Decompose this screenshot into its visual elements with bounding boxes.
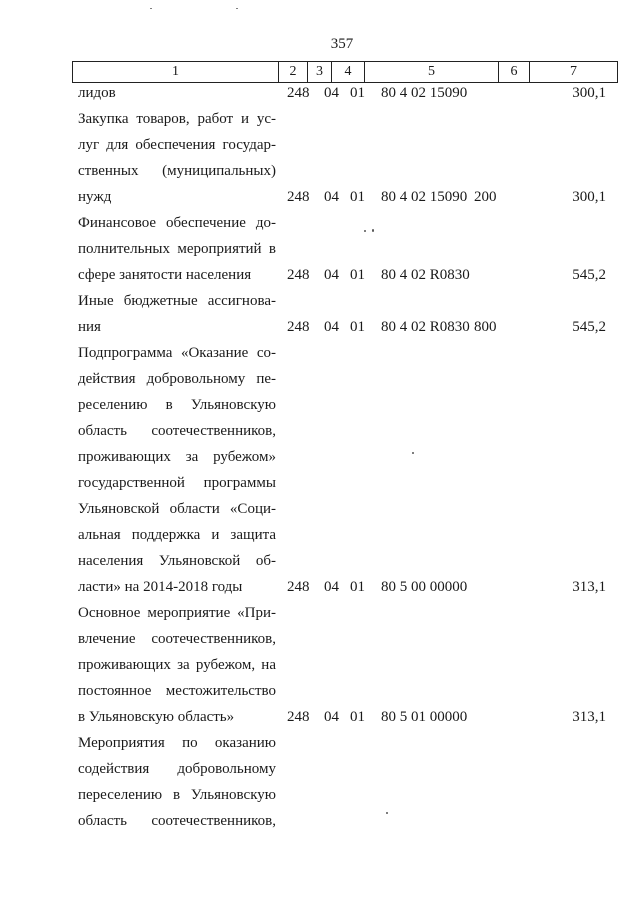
row-description — [78, 80, 276, 106]
cell-col-2: 248 — [287, 189, 310, 205]
header-col-2: 2 — [279, 62, 308, 83]
scan-speck — [412, 452, 414, 454]
cell-col-4: 01 — [350, 709, 365, 725]
description-line: альная поддержка и защита — [78, 527, 276, 543]
row-description — [78, 730, 276, 834]
page-number: 357 — [330, 36, 354, 52]
row-description — [78, 600, 276, 730]
description-line: область соотечественников, — [78, 423, 276, 439]
cell-col-7: 300,1 — [572, 189, 606, 205]
cell-col-2: 248 — [287, 709, 310, 725]
cell-col-5: 80 4 02 15090 — [381, 85, 468, 101]
header-col-3: 3 — [308, 62, 332, 83]
cell-col-3: 04 — [324, 709, 339, 725]
header-col-7: 7 — [530, 62, 618, 83]
description-line: ния — [78, 319, 101, 335]
description-line: в Ульяновскую область» — [78, 709, 235, 725]
description-line: Финансовое обеспечение до- — [78, 215, 276, 231]
cell-col-4: 01 — [350, 189, 365, 205]
description-line: Основное мероприятие «При- — [78, 605, 276, 621]
scan-speck — [372, 229, 374, 232]
description-line: ласти» на 2014-2018 годы — [78, 579, 243, 595]
description-line: проживающих за рубежом» — [78, 449, 276, 465]
cell-col-4: 01 — [350, 579, 365, 595]
cell-col-3: 04 — [324, 85, 339, 101]
description-line: проживающих за рубежом, на — [78, 657, 276, 673]
cell-col-4: 01 — [350, 267, 365, 283]
description-line: переселению в Ульяновскую — [78, 787, 276, 803]
description-line: луг для обеспечения государ- — [78, 137, 276, 153]
description-line: действия добровольному пе- — [78, 371, 276, 387]
scan-speck — [364, 230, 366, 232]
header-col-6: 6 — [499, 62, 530, 83]
description-line: государственной программы — [78, 475, 276, 491]
cell-col-6: 800 — [474, 319, 497, 335]
cell-col-3: 04 — [324, 319, 339, 335]
header-col-5: 5 — [365, 62, 499, 83]
row-description — [78, 106, 276, 210]
cell-col-4: 01 — [350, 319, 365, 335]
cell-col-5: 80 4 02 15090 — [381, 189, 468, 205]
description-line: Закупка товаров, работ и ус- — [78, 111, 276, 127]
row-description — [78, 288, 276, 340]
description-line: Мероприятия по оказанию — [78, 735, 276, 751]
scan-speck — [236, 8, 238, 9]
description-line: реселению в Ульяновскую — [78, 397, 276, 413]
cell-col-5: 80 5 01 00000 — [381, 709, 468, 725]
description-line: лидов — [78, 85, 116, 101]
cell-col-7: 300,1 — [572, 85, 606, 101]
description-line: Ульяновской области «Соци- — [78, 501, 276, 517]
header-col-4: 4 — [332, 62, 365, 83]
cell-col-6: 200 — [474, 189, 497, 205]
cell-col-5: 80 4 02 R0830 — [381, 319, 470, 335]
scan-speck — [150, 8, 152, 9]
description-line: населения Ульяновской об- — [78, 553, 276, 569]
cell-col-5: 80 4 02 R0830 — [381, 267, 470, 283]
cell-col-7: 545,2 — [572, 267, 606, 283]
cell-col-2: 248 — [287, 579, 310, 595]
description-line: влечение соотечественников, — [78, 631, 276, 647]
description-line: содействия добровольному — [78, 761, 276, 777]
row-description — [78, 340, 276, 600]
description-line: нужд — [78, 189, 112, 205]
description-line: ственных (муниципальных) — [78, 163, 276, 179]
cell-col-7: 313,1 — [572, 709, 606, 725]
description-line: сфере занятости населения — [78, 267, 252, 283]
scan-speck — [386, 812, 388, 814]
cell-col-2: 248 — [287, 85, 310, 101]
row-description — [78, 210, 276, 288]
cell-col-7: 545,2 — [572, 319, 606, 335]
cell-col-3: 04 — [324, 267, 339, 283]
cell-col-3: 04 — [324, 189, 339, 205]
cell-col-7: 313,1 — [572, 579, 606, 595]
cell-col-5: 80 5 00 00000 — [381, 579, 468, 595]
description-line: Иные бюджетные ассигнова- — [78, 293, 276, 309]
description-line: полнительных мероприятий в — [78, 241, 276, 257]
cell-col-2: 248 — [287, 319, 310, 335]
cell-col-2: 248 — [287, 267, 310, 283]
header-col-1: 1 — [73, 62, 279, 83]
description-line: постоянное местожительство — [78, 683, 276, 699]
cell-col-3: 04 — [324, 579, 339, 595]
cell-col-4: 01 — [350, 85, 365, 101]
description-line: Подпрограмма «Оказание со- — [78, 345, 276, 361]
description-line: область соотечественников, — [78, 813, 276, 829]
